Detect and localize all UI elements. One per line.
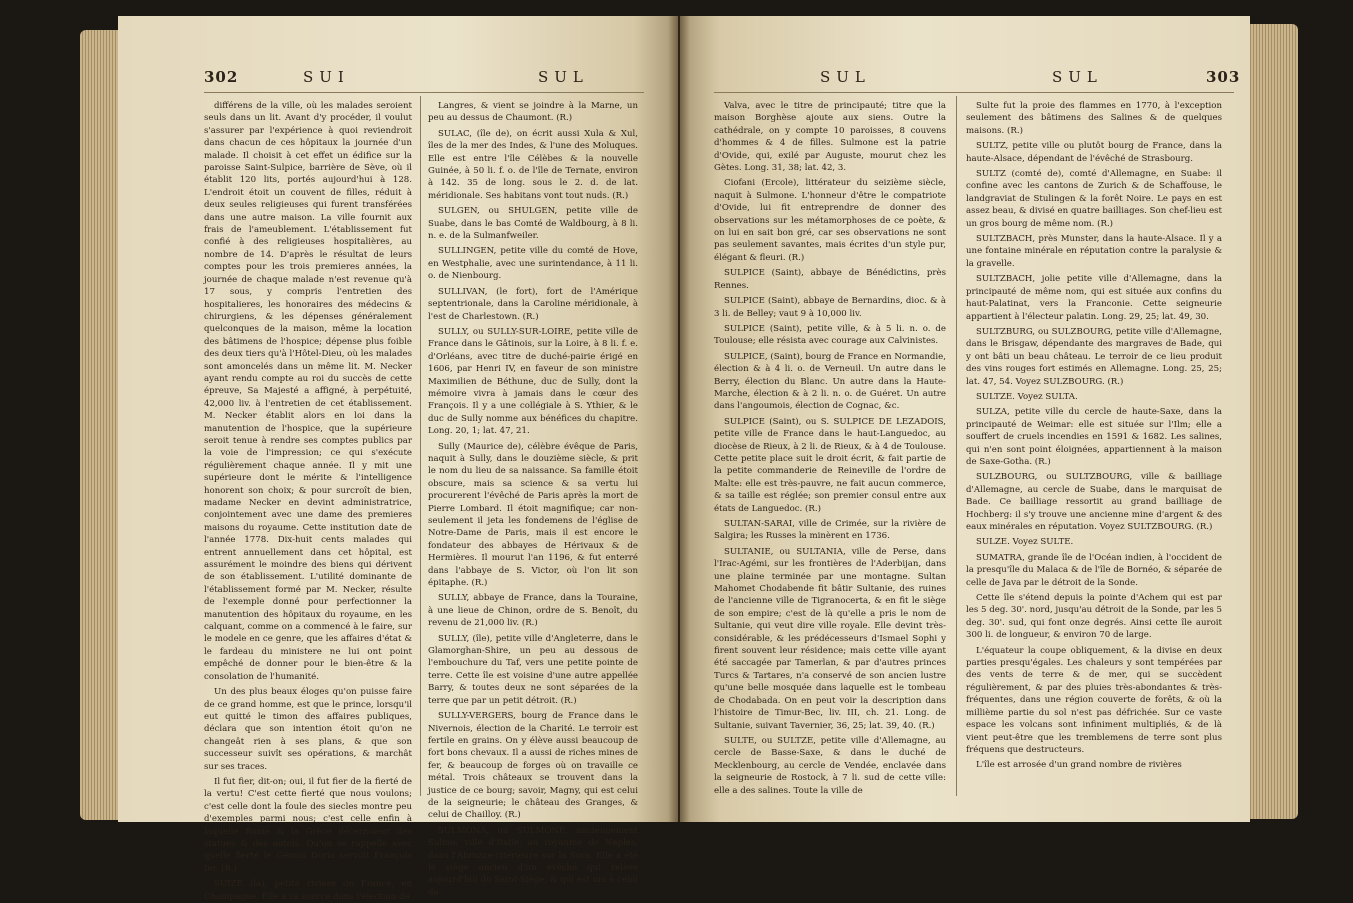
right-head-rule: [714, 92, 1234, 93]
paragraph: SULTE, ou SULTZE, petite ville d'Allemagne, au cercle de Basse-Saxe, & dans le duché de Mecklenbourg, au cercle de Vendée, enclavée dans la seigneurie de Rostock, à 7 li. sud de cette ville: elle a des salines. Toute la ville de: [714, 735, 946, 796]
paragraph: différens de la ville, où les malades seroient seuls dans un lit. Avant d'y procéder, il voulut s'assurer par l'expérience à quoi reviendroit dans chacun de ces hôpitaux la journée d'un malade. Il choisit à cet effet un édifice sur la paroisse Saint-Sulpice, barrière de Sève, où il établit 120 lits, portés aujourd'hui à 128. L'endroit étoit un couvent de filles, réduit à deux seules religieuses qui furent transférées dans une autre maison. La ville fournit aux frais de l'ameublement. L'établissement fut confié à des religieuses hospitalières, au nombre de 14. D'après le résultat de leurs comptes pour les trois premieres années, la journée de chaque malade n'est revenue qu'à 17 sous, y compris l'entretien des hospitalieres, les honoraires des médecins & chirurgiens, & les dépenses généralement quelconques de la maison, même la location des bâtimens de l'hospice; dépense plus foible des deux tiers qu'à l'Hôtel-Dieu, où les malades sont amoncelés dans un même lit. M. Necker ayant rendu compte au roi du succès de cette épreuve, Sa Majesté a affigné, à perpétuité, 42,000 liv. à l'entretien de cet établissement. M. Necker établit alors en loi dans la manutention de l'hospice, que la supérieure seroit tenue à rendre ses comptes publics par la voie de l'impression; ce qui s'exécute régulièrement chaque année. Il y mit une supérieure dont le mérite & l'intelligence honorent son choix; & pour surcroît de bien, madame Necker en devint administratrice, conjointement avec une dame des premieres maisons du royaume. Cette institution date de l'année 1778. Dix-huit cents malades qui entrent annuellement dans cet hôpital, est assurément le moindre des biens qui dérivent de son établissement. L'utilité dominante de l'établissement formé par M. Necker, résulte de l'exemple donné pour perfectionner la manutention des hôpitaux du royaume, en les calquant, comme on a commencé à le faire, sur le modele en ce genre, que les affaires d'état & le fardeau du ministere ne lui ont point empêché de donner pour le bien-être & la consolation de l'humanité.: [204, 101, 412, 682]
paragraph: SULPICE (Saint), ou S. SULPICE DE LEZADOIS, petite ville de France dans le haut-Languedoc, au diocèse de Rieux, à 2 li. de Rieux, & à 4 de Toulouse. Cette petite place suit le droit écrit, & fait partie de la petite commanderie de Reineville de l'ordre de Malte: elle est très-pauvre, ne fait aucun commerce, & sa taille est réglée; son premier consul entre aux états de Languedoc. (R.): [714, 416, 946, 514]
paragraph: SULTZBACH, près Munster, dans la haute-Alsace. Il y a une fontaine minérale en réputation contre la paralysie & la gravelle.: [966, 234, 1222, 269]
paragraph: SULZA, petite ville du cercle de haute-Saxe, dans la principauté de Weimar: elle est située sur l'Ilm; elle a souffert de cruels incendies en 1591 & 1682. Les salines, qui n'en sont point éloignées, appartiennent à la maison de Saxe-Gotha. (R.): [966, 407, 1222, 467]
book-gutter: [668, 16, 690, 822]
paragraph: Valva, avec le titre de principauté; titre que la maison Borghèse ajoute aux siens. Outre la cathédrale, on y compte 10 paroisses, 8 couvens d'hommes & 4 de filles. Sulmone est la patrie d'Ovide, qui, exilé par Auguste, mourut chez les Gètes. Long. 31, 38; lat. 42, 3.: [714, 101, 946, 174]
paragraph: SULGEN, ou SHULGEN, petite ville de Suabe, dans le bas Comté de Waldbourg, à 8 li. n. e. de la Sulmanfweiler.: [428, 206, 638, 242]
paragraph: SULPICE (Saint), abbaye de Bernardins, dioc. & à 3 li. de Belley; vaut 9 à 10,000 liv.: [714, 296, 946, 319]
paragraph: SUIZE (la), petite rivière de France, en Champagne. Elle a sa source dans l'élection de: [204, 879, 412, 902]
left-running-head-2: SUL: [538, 68, 589, 86]
paragraph: SULZBOURG, ou SULTZBOURG, ville & bailliage d'Allemagne, au cercle de Suabe, dans le marquisat de Bade. Ce bailliage ressortit au grand bailliage de Hochberg: il s'y trouve une ancienne mine d'argent & des eaux minérales en réputation. Voyez SULTZBOURG. (R.): [966, 472, 1222, 532]
paragraph: SULZE. Voyez SULTE.: [976, 537, 1074, 548]
paragraph: SULAC, (île de), on écrit aussi Xula & Xul, îles de la mer des Indes, & l'une des Moluques. Elle est entre l'île Célèbes & la nouvelle Guinée, à 50 li. f. o. de l'île de Ternate, environ à 142. 35 de long. sous le 2. d. de lat. méridionale. Ses habitans vont tout nuds. (R.): [428, 128, 638, 201]
paragraph: SULTZ, petite ville ou plutôt bourg de France, dans la haute-Alsace, dépendant de l'évêché de Strasbourg.: [966, 141, 1222, 164]
paragraph: SULTZ (comté de), comté d'Allemagne, en Suabe: il confine avec les cantons de Zurich & de Schaffouse, le landgraviat de Stulingen & la forêt Noire. Le pays en est assez beau, & divisé en quatre bailliages. Son chef-lieu est un gros bourg de même nom. (R.): [966, 169, 1222, 229]
right-column-2: [966, 100, 1222, 800]
paragraph: Sully (Maurice de), célèbre évêque de Paris, naquit à Sully, dans le douzième siècle, & prit le nom du lieu de sa naissance. Sa famille étoit obscure, mais sa science & sa vertu lui procurerent l'évêché de Paris après la mort de Pierre Lombard. Il étoit magnifique; car non-seulement il jeta les fondemens de l'église de Notre-Dame de Paris, mais il est encore le fondateur des abbayes de Hérivaux & de Hermières. Il mourut l'an 1196, & fut enterré dans l'abbaye de S. Victor, où l'on lit son épitaphe. (R.): [428, 441, 638, 589]
left-column-2: [428, 100, 638, 898]
right-column-1: [714, 100, 946, 800]
paragraph: SULTZBACH, jolie petite ville d'Allemagne, dans la principauté de même nom, qui est située aux confins du haut-Palatinat, vers la Franconie. Cette seigneurie appartient à l'électeur palatin. Long. 29, 25; lat. 49, 30.: [966, 274, 1222, 322]
paragraph: SULLY, ou SULLY-SUR-LOIRE, petite ville de France dans le Gâtinois, sur la Loire, à 8 li. f. e. d'Orléans, avec titre de duché-pairie érigé en 1606, par Henri IV, en faveur de son ministre Maximilien de Béthune, duc de Sully, dont la mémoire vivra à jamais dans le cœur des François. Il y a une collégiale à S. Ythier, & le duc de Sully nomme aux bénéfices du chapitre. Long. 20, 1; lat. 47, 21.: [428, 326, 638, 437]
paragraph: L'équateur la coupe obliquement, & la divise en deux parties presqu'égales. Les chaleurs y sont tempérées par des vents de terre & de mer, qui se succèdent régulièrement, & par des pluies très-abondantes & très-fréquentes, dans une région couverte de forêts, & où la millième partie du sol n'est pas défrichée. Sur ce vaste espace les volcans sont infiniment multipliés, & de là vient peut-être que les tremblemens de terre sont plus fréquens que destructeurs.: [966, 645, 1222, 755]
paragraph: SULTAN-SARAI, ville de Crimée, sur la rivière de Salgira; les Russes la minèrent en 1736.: [714, 519, 946, 542]
left-column-1: [204, 100, 412, 902]
paragraph: SULTZBURG, ou SULZBOURG, petite ville d'Allemagne, dans le Brisgaw, dépendante des margraves de Bade, qui y ont bâti un beau château. Le terroir de ce lieu produit des vins rouges fort estimés en Allemagne. Long. 25, 25; lat. 47, 54. Voyez SULZBOURG. (R.): [966, 326, 1222, 387]
paragraph: SULPICE, (Saint), bourg de France en Normandie, élection & à 4 li. o. de Verneuil. Un autre dans le Berry, élection du Blanc. Un autre dans la Haute-Marche, élection & à 2 li. n. o. de Guéret. Un autre dans l'angoumois, élection de Cognac, &c.: [714, 351, 946, 412]
paragraph: SULMONA, ou SULMONE, anciennement Sulmo; ville d'Italie, au royaume de Naples, dans l'Abruzze-citérieure sur la Sora. Elle a été le siège ancien d'un évêché qui relève aujourd'hui du Saint-Siège, & qui est uni à celui de: [428, 825, 638, 898]
paragraph: SULLIVAN, (le fort), fort de l'Amérique septentrionale, dans la Caroline méridionale, à l'est de Charlestown. (R.): [428, 286, 638, 322]
paragraph: Cette île s'étend depuis la pointe d'Achem qui est par les 5 deg. 30'. nord, jusqu'au détroit de la Sonde, par les 5 deg. 30'. sud, qui font onze degrés. Ainsi cette île auroit 300 li. de longueur, & environ 70 de large.: [966, 593, 1222, 641]
paragraph: SULLY-VERGERS, bourg de France dans le Nivernois, élection de la Charité. Le terroir est fertile en grains. On y élève aussi beaucoup de fort bons chevaux. Il a aussi de riches mines de fer, & beaucoup de forges où on travaille ce métal. Trois châteaux se trouvent dans la justice de ce bourg; savoir, Magny, qui est celui de la seigneurie; le château des Granges, & celui de Chailloy. (R.): [428, 711, 638, 821]
paragraph: SULTZE. Voyez SULTA.: [976, 391, 1078, 402]
paragraph: SULLY, (île), petite ville d'Angleterre, dans le Glamorghan-Shire, un peu au dessous de l'embouchure du Taf, vers une petite pointe de terre. Cette île est voisine d'une autre appellée Barry, & toutes deux ne sont séparées de la terre que par un petit détroit. (R.): [428, 633, 638, 706]
paragraph: SULPICE (Saint), abbaye de Bénédictins, près Rennes.: [714, 268, 946, 291]
left-page-number: 302: [204, 68, 239, 86]
paragraph: SULLY, abbaye de France, dans la Touraine, à une lieue de Chinon, ordre de S. Benoît, du revenu de 21,000 liv. (R.): [428, 593, 638, 629]
right-running-head-2: SUL: [1052, 68, 1103, 86]
paragraph: SUMATRA, grande île de l'Océan indien, à l'occident de la presqu'île du Malaca & de l'île de Bornéo, & séparée de celle de Java par le détroit de la Sonde.: [966, 552, 1222, 588]
paragraph: Sulte fut la proie des flammes en 1770, à l'exception seulement des bâtimens des Salines & de quelques maisons. (R.): [966, 101, 1222, 136]
paragraph: SULTANIE, ou SULTANIA, ville de Perse, dans l'Irac-Agémi, sur les frontières de l'Aderbijan, dans une plaine terminée par une montagne. Sultan Mahomet Chodabende fit bâtir Sultanie, des ruines de l'ancienne ville de Tigranocerta, & en fit le siège de son empire; c'est de là qu'elle a pris le nom de Sultanie, qui veut dire ville royale. Elle devint très-considérable, & les prédécesseurs d'Ismael Sophi y firent souvent leur résidence; mais cette ville ayant été saccagée par Tamerlan, & par d'autres princes Turcs & Tartares, n'a conservé de son ancien lustre qu'une belle mosquée dans laquelle est le tombeau de Chodabada. On en peut voir la description dans l'histoire de Timur-Bec, liv. III, ch. 21. Long. de Sultanie, suivant Tavernier, 36, 25; lat. 39, 40. (R.): [714, 546, 946, 731]
right-page-number: 303: [1206, 68, 1241, 86]
right-page: [680, 16, 1250, 822]
right-column-rule: [956, 96, 957, 796]
left-page: [118, 16, 678, 902]
paragraph: SULPICE (Saint), petite ville, & à 5 li. n. o. de Toulouse; elle résista avec courage aux Calvinistes.: [714, 323, 946, 347]
paragraph: Il fut fier, dit-on; oui, il fut fier de la fierté de la vertu! C'est cette fierté que nous voulons; c'est celle dont la foule des siecles montre peu d'exemples parmi nous; c'est celle enfin à laquelle Rome & la Grèce décernoient des statues & des autels. Qu'on se rappelle avec quelle fierté le Génois Doria servoit François Ier. (R.): [204, 776, 412, 874]
page-edges-right: [1248, 24, 1298, 819]
paragraph: Ciofani (Ercole), littérateur du seizième siècle, naquit à Sulmone. L'honneur d'être le compatriote d'Ovide, lui fit entreprendre de donner des observations sur les métamorphoses de ce poète, & on lui en sait bon gré, car ses observations ne sont pas seulement savantes, mais écrites d'un style pur, élégant & fleuri. (R.): [714, 178, 946, 263]
right-running-head-1: SUL: [820, 68, 871, 86]
paragraph: Langres, & vient se joindre à la Marne, un peu au dessus de Chaumont. (R.): [428, 101, 638, 124]
paragraph: L'île est arrosée d'un grand nombre de rivières: [976, 760, 1182, 771]
left-head-rule: [204, 92, 644, 93]
paragraph: SULLINGEN, petite ville du comté de Hove, en Westphalie, avec une surintendance, à 11 li. o. de Nienbourg.: [428, 246, 638, 282]
left-column-rule: [420, 96, 421, 796]
left-running-head-1: SUI: [303, 68, 350, 86]
paragraph: Un des plus beaux éloges qu'on puisse faire de ce grand homme, est que le prince, lorsqu'il eut quitté le timon des affaires publiques, déclara que son intention étoit qu'on ne changeât rien à ses plans, & que son successeur suivît ses opérations, & marchât sur ses traces.: [204, 687, 412, 772]
